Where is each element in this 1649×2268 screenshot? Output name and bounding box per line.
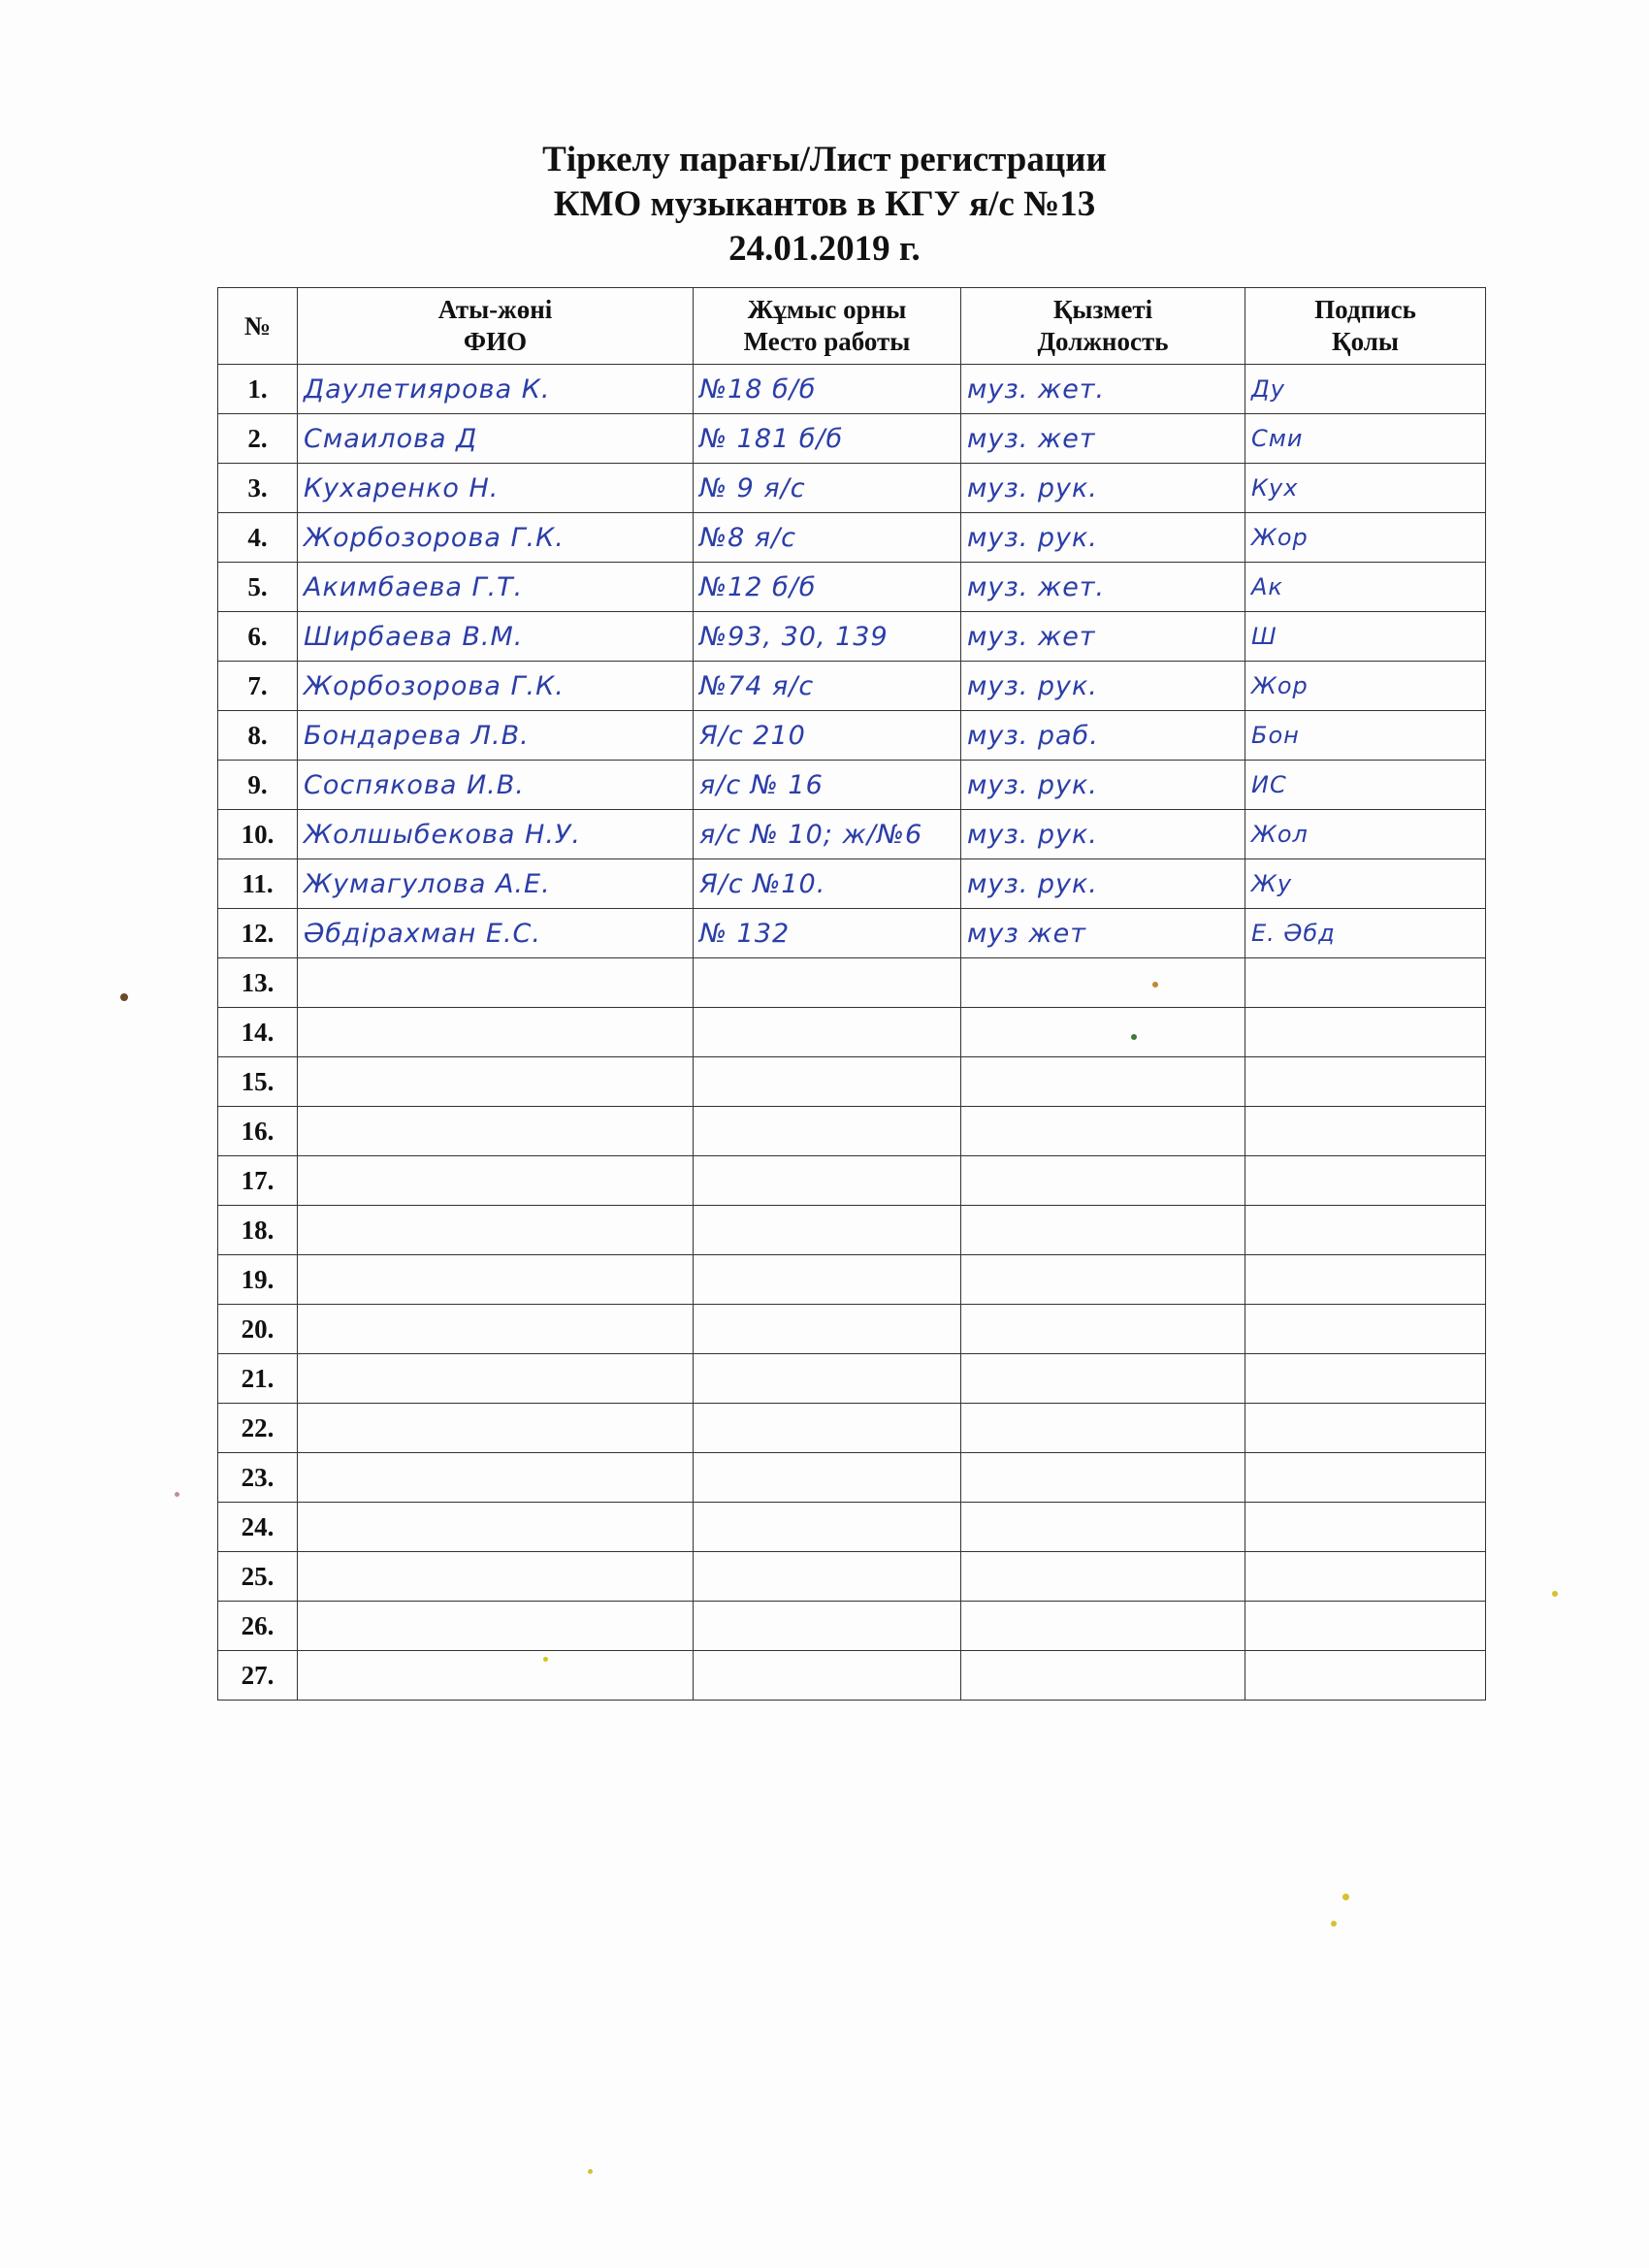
position: муз. жет. [961,365,1245,414]
workplace: №12 б/б [694,563,961,612]
registration-table [217,287,1486,1701]
column-header-sign-ru: Подпись [1314,295,1416,324]
row-number: 4. [218,513,298,563]
column-header-pos-ru: Должность [1037,327,1169,356]
table-row [218,711,1486,761]
scan-speck [1152,982,1158,988]
row-number: 9. [218,761,298,810]
workplace [694,1651,961,1701]
row-number: 1. [218,365,298,414]
scan-speck [1342,1894,1349,1900]
participant-name: Жорбозорова Г.К. [298,662,694,711]
table-row [218,1552,1486,1602]
workplace [694,1503,961,1552]
row-number: 26. [218,1602,298,1651]
row-number: 25. [218,1552,298,1602]
signature: Кух [1245,464,1486,513]
table-row [218,1354,1486,1404]
signature [1245,1206,1486,1255]
workplace [694,1552,961,1602]
position [961,1552,1245,1602]
position: муз. рук. [961,761,1245,810]
table-row [218,1107,1486,1156]
position [961,1008,1245,1057]
row-number: 19. [218,1255,298,1305]
table-row [218,1453,1486,1503]
row-number: 24. [218,1503,298,1552]
signature: Жор [1245,662,1486,711]
signature [1245,1651,1486,1701]
participant-name [298,1453,694,1503]
participant-name [298,958,694,1008]
workplace: №8 я/с [694,513,961,563]
signature: Жор [1245,513,1486,563]
scan-speck [120,993,128,1001]
signature: Жу [1245,859,1486,909]
position: муз. рук. [961,859,1245,909]
workplace [694,1305,961,1354]
table-row [218,810,1486,859]
participant-name [298,1404,694,1453]
signature: Бон [1245,711,1486,761]
column-header-work-kz: Жұмыс орны [747,295,907,324]
participant-name: Ширбаева В.М. [298,612,694,662]
workplace [694,1602,961,1651]
scan-speck [588,2169,593,2174]
position [961,958,1245,1008]
participant-name: Соспякова И.В. [298,761,694,810]
column-header-sign-kz: Қолы [1332,327,1399,356]
row-number: 2. [218,414,298,464]
column-header-work-ru: Место работы [743,327,911,356]
column-header-number [218,288,298,365]
participant-name: Жорбозорова Г.К. [298,513,694,563]
table-row [218,464,1486,513]
participant-name [298,1008,694,1057]
table-row [218,1255,1486,1305]
table-row [218,1404,1486,1453]
position: муз. рук. [961,464,1245,513]
row-number: 14. [218,1008,298,1057]
table-header-row [218,288,1486,365]
workplace: я/с № 16 [694,761,961,810]
signature: Жол [1245,810,1486,859]
position [961,1156,1245,1206]
row-number: 21. [218,1354,298,1404]
table-row [218,909,1486,958]
table-row [218,1206,1486,1255]
table-row [218,1651,1486,1701]
row-number: 11. [218,859,298,909]
signature: Е. Әбд [1245,909,1486,958]
participant-name: Даулетиярова К. [298,365,694,414]
workplace [694,1453,961,1503]
participant-name: Жолшыбекова Н.У. [298,810,694,859]
title-line: Тіркелу парағы/Лист регистрации [542,140,1107,179]
scan-speck [1131,1034,1137,1040]
table-row [218,1008,1486,1057]
participant-name: Әбдірахман Е.С. [298,909,694,958]
position [961,1602,1245,1651]
table-row [218,958,1486,1008]
position [961,1255,1245,1305]
column-header-name-ru: ФИО [463,327,528,356]
signature: Ак [1245,563,1486,612]
workplace: Я/с №10. [694,859,961,909]
signature [1245,1255,1486,1305]
participant-name: Бондарева Л.В. [298,711,694,761]
table-row [218,1503,1486,1552]
participant-name [298,1156,694,1206]
participant-name [298,1255,694,1305]
participant-name: Смаилова Д [298,414,694,464]
workplace [694,1404,961,1453]
workplace [694,1156,961,1206]
row-number: 20. [218,1305,298,1354]
scan-speck [543,1657,548,1662]
workplace [694,1008,961,1057]
row-number: 5. [218,563,298,612]
participant-name [298,1552,694,1602]
position: муз жет [961,909,1245,958]
signature [1245,1404,1486,1453]
scan-speck [1331,1921,1337,1927]
signature: Ду [1245,365,1486,414]
signature [1245,1602,1486,1651]
table-row [218,612,1486,662]
signature [1245,1107,1486,1156]
position [961,1107,1245,1156]
position [961,1305,1245,1354]
workplace: № 181 б/б [694,414,961,464]
participant-name: Жумагулова А.Е. [298,859,694,909]
column-header-workplace [694,288,961,365]
participant-name [298,1057,694,1107]
position [961,1651,1245,1701]
table-row [218,365,1486,414]
row-number: 17. [218,1156,298,1206]
row-number: 3. [218,464,298,513]
signature [1245,1552,1486,1602]
participant-name [298,1503,694,1552]
signature [1245,958,1486,1008]
row-number: 8. [218,711,298,761]
row-number: 22. [218,1404,298,1453]
position [961,1453,1245,1503]
table-row [218,1602,1486,1651]
column-header-position [961,288,1245,365]
participant-name [298,1651,694,1701]
table-row [218,414,1486,464]
table-row [218,662,1486,711]
workplace: №74 я/с [694,662,961,711]
signature [1245,1008,1486,1057]
position: муз. жет [961,414,1245,464]
workplace [694,1255,961,1305]
participant-name [298,1602,694,1651]
table-row [218,761,1486,810]
workplace: №18 б/б [694,365,961,414]
row-number: 18. [218,1206,298,1255]
participant-name [298,1354,694,1404]
scan-speck [1552,1591,1558,1597]
row-number: 23. [218,1453,298,1503]
position [961,1354,1245,1404]
signature: Ш [1245,612,1486,662]
column-header-number-label: № [243,310,272,340]
table-row [218,563,1486,612]
row-number: 7. [218,662,298,711]
position [961,1404,1245,1453]
workplace [694,1206,961,1255]
signature: ИС [1245,761,1486,810]
position [961,1057,1245,1107]
participant-name: Кухаренко Н. [298,464,694,513]
workplace [694,1354,961,1404]
workplace: №93, 30, 139 [694,612,961,662]
row-number: 12. [218,909,298,958]
row-number: 16. [218,1107,298,1156]
position: муз. рук. [961,810,1245,859]
participant-name [298,1206,694,1255]
table-row [218,1305,1486,1354]
position: муз. раб. [961,711,1245,761]
position: муз. рук. [961,513,1245,563]
column-header-pos-kz: Қызметі [1052,295,1153,324]
row-number: 13. [218,958,298,1008]
participant-name [298,1107,694,1156]
workplace: № 9 я/с [694,464,961,513]
subtitle-line: КМО музыкантов в КГУ я/с №13 [553,184,1096,224]
position [961,1206,1245,1255]
signature: Сми [1245,414,1486,464]
table-row [218,513,1486,563]
scan-speck [175,1492,179,1497]
position: муз. жет [961,612,1245,662]
signature [1245,1156,1486,1206]
column-header-name [298,288,694,365]
workplace [694,1107,961,1156]
workplace: Я/с 210 [694,711,961,761]
workplace: № 132 [694,909,961,958]
position: муз. рук. [961,662,1245,711]
position [961,1503,1245,1552]
row-number: 15. [218,1057,298,1107]
signature [1245,1305,1486,1354]
participant-name: Акимбаева Г.Т. [298,563,694,612]
table-row [218,1156,1486,1206]
workplace [694,958,961,1008]
row-number: 6. [218,612,298,662]
signature [1245,1057,1486,1107]
position: муз. жет. [961,563,1245,612]
signature [1245,1453,1486,1503]
table-row [218,1057,1486,1107]
table-row [218,859,1486,909]
column-header-name-kz: Аты-жөні [437,295,553,324]
workplace: я/с № 10; ж/№6 [694,810,961,859]
signature [1245,1503,1486,1552]
table-body [218,365,1486,1701]
workplace [694,1057,961,1107]
participant-name [298,1305,694,1354]
row-number: 27. [218,1651,298,1701]
column-header-signature [1245,288,1486,365]
row-number: 10. [218,810,298,859]
document-heading [0,138,1649,272]
signature [1245,1354,1486,1404]
date-line: 24.01.2019 г. [728,229,921,269]
